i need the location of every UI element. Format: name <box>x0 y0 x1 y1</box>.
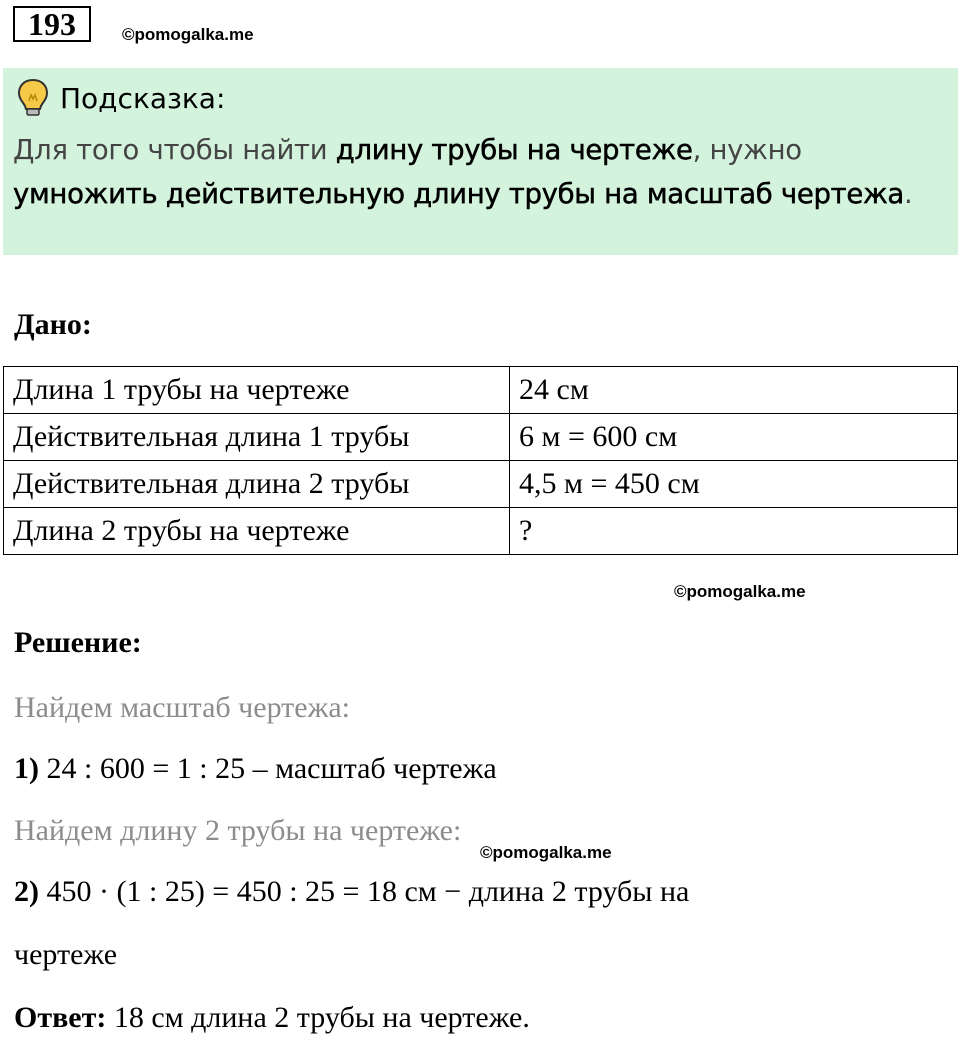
watermark-bottom: ©pomogalka.me <box>480 843 612 862</box>
lightbulb-icon <box>16 78 50 118</box>
step2-number: 2) <box>14 875 39 908</box>
step2-continuation: чертеже <box>14 938 118 971</box>
table-cell-value: 24 см <box>510 367 958 414</box>
solution-heading: Решение: <box>14 626 142 659</box>
step1-line <box>14 751 497 787</box>
hint-title: Подсказка: <box>60 82 226 115</box>
table-cell-label: Длина 1 трубы на чертеже <box>4 367 510 414</box>
table-row <box>4 414 958 461</box>
table-row <box>4 508 958 555</box>
step2-line <box>14 874 689 910</box>
given-heading: Дано: <box>14 308 92 341</box>
step1-number: 1) <box>14 752 39 785</box>
table-cell-value: 4,5 м = 450 см <box>510 461 958 508</box>
table-cell-label: Действительная длина 2 трубы <box>4 461 510 508</box>
step1-text: 24 : 600 = 1 : 25 – масштаб чертежа <box>39 752 497 785</box>
task-number: 193 <box>13 6 91 42</box>
given-table <box>3 366 958 555</box>
table-cell-label: Действительная длина 1 трубы <box>4 414 510 461</box>
table-cell-value: ? <box>510 508 958 555</box>
watermark-top: ©pomogalka.me <box>122 25 254 44</box>
answer-label: Ответ: <box>14 1001 107 1034</box>
table-row <box>4 367 958 414</box>
answer-line <box>14 1000 530 1036</box>
step2-text: 450 · (1 : 25) = 450 : 25 = 18 см − длина 2 трубы на <box>39 875 690 908</box>
table-row <box>4 461 958 508</box>
step2-intro: Найдем длину 2 трубы на чертеже: <box>14 814 462 847</box>
table-cell-value: 6 м = 600 см <box>510 414 958 461</box>
step1-intro: Найдем масштаб чертежа: <box>14 691 350 724</box>
table-cell-label: Длина 2 трубы на чертеже <box>4 508 510 555</box>
hint-text: Для того чтобы найти длину трубы на чертеже, нужно умножить действительную длину трубы на масштаб чертежа. <box>13 134 913 210</box>
answer-text: 18 см длина 2 трубы на чертеже. <box>106 1001 530 1034</box>
watermark-middle: ©pomogalka.me <box>674 582 806 601</box>
